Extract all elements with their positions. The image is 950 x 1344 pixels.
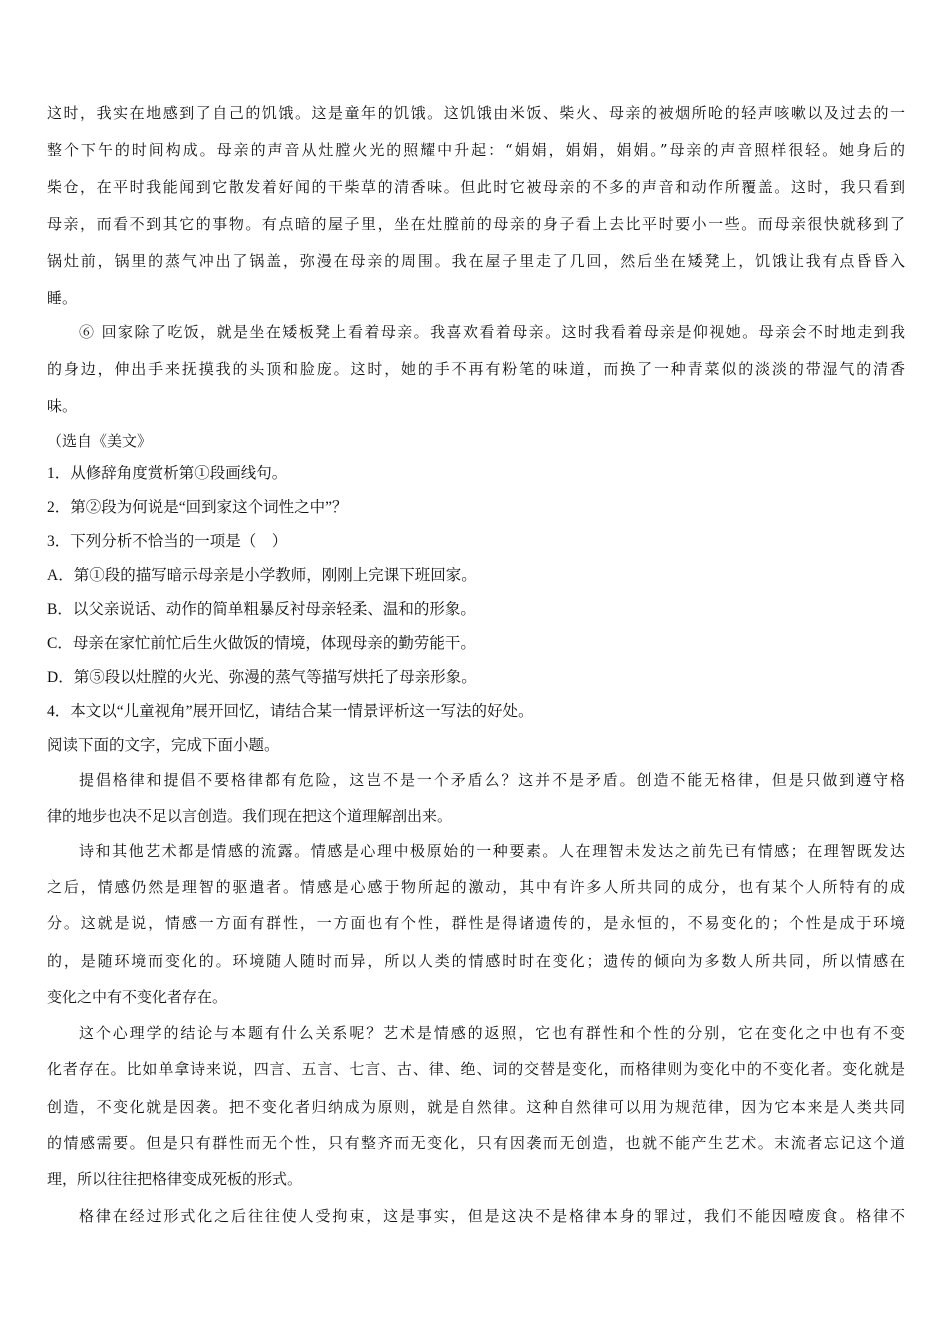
question-1: 1．从修辞角度赏析第①段画线句。 — [47, 465, 288, 482]
question-3: 3．下列分析不恰当的一项是（ ） — [47, 533, 288, 550]
passage1-para6-line: ⑥ 回家除了吃饭，就是坐在矮板凳上看着母亲。我喜欢看着母亲。这时我看着母亲是仰视她。母亲会不时地走到我 — [79, 323, 905, 341]
passage2-p2-line: 诗和其他艺术都是情感的流露。情感是心理中极原始的一种要素。人在理智未发达之前先已有情感；在理智既发达 — [79, 842, 905, 860]
passage2-p3-line: 的情感需要。但是只有群性而无个性，只有整齐而无变化，只有因袭而无创造，也就不能产生艺术。末流者忘记这个道 — [47, 1134, 905, 1152]
passage2-p1-line: 提倡格律和提倡不要格律都有危险，这岂不是一个矛盾么？这并不是矛盾。创造不能无格律，但是只做到遵守格 — [79, 771, 905, 789]
passage1-para5-line: 柴仓，在平时我能闻到它散发着好闻的干柴草的清香味。但此时它被母亲的不多的声音和动作所覆盖。这时，我只看到 — [47, 178, 905, 196]
passage1-para5-line: 睡。 — [47, 289, 78, 307]
passage2-p3-line: 理，所以往往把格律变成死板的形式。 — [47, 1170, 303, 1188]
passage1-para5-line: 这时，我实在地感到了自己的饥饿。这是童年的饥饿。这饥饿由米饭、柴火、母亲的被烟所呛的轻声咳嗽以及过去的一 — [47, 104, 905, 122]
passage2-p3-line: 这个心理学的结论与本题有什么关系呢？艺术是情感的返照，它也有群性和个性的分别，它在变化之中也有不变 — [79, 1024, 905, 1042]
passage2-p4-line: 格律在经过形式化之后往往使人受拘束，这是事实，但是这决不是格律本身的罪过，我们不能因噎废食。格律不 — [79, 1207, 905, 1225]
passage1-para6-line: 的身边，伸出手来抚摸我的头顶和脸庞。这时，她的手不再有粉笔的味道，而换了一种青菜似的淡淡的带湿气的清香 — [47, 360, 905, 378]
passage1-para6-line: 味。 — [47, 397, 78, 415]
passage1-para5-line: 整个下午的时间构成。母亲的声音从灶膛火光的照耀中升起：“娟娟，娟娟，娟娟。”母亲的声音照样很轻。她身后的 — [47, 141, 905, 159]
passage2-p2-line: 之后，情感仍然是理智的驱遣者。情感是心感于物所起的激动，其中有许多人所共同的成分，也有某个人所特有的成 — [47, 878, 905, 896]
passage2-p2-line: 分。这就是说，情感一方面有群性，一方面也有个性，群性是得诸遗传的，是永恒的，不易变化的；个性是成于环境 — [47, 914, 905, 932]
reading-instruction: 阅读下面的文字，完成下面小题。 — [47, 737, 280, 754]
passage2-p1-line: 律的地步也决不足以言创造。我们现在把这个道理解剖出来。 — [47, 807, 453, 825]
passage1-para5-line: 母亲，而看不到其它的事物。有点暗的屋子里，坐在灶膛前的母亲的身子看上去比平时要小一些。而母亲很快就移到了 — [47, 215, 905, 233]
passage2-p2-line: 的，是随环境而变化的。环境随人随时而异，所以人类的情感时时在变化；遗传的倾向为多数人所共同，所以情感在 — [47, 952, 905, 970]
option-d: D．第⑤段以灶膛的火光、弥漫的蒸气等描写烘托了母亲形象。 — [47, 669, 477, 686]
option-b: B．以父亲说话、动作的简单粗暴反衬母亲轻柔、温和的形象。 — [47, 601, 476, 618]
passage1-para5-line: 锅灶前，锅里的蒸气冲出了锅盖，弥漫在母亲的周围。我在屋子里走了几回，然后坐在矮凳上，饥饿让我有点昏昏入 — [47, 252, 905, 270]
source-note: （选自《美文》 — [47, 432, 153, 450]
option-c: C．母亲在家忙前忙后生火做饭的情境，体现母亲的勤劳能干。 — [47, 635, 476, 652]
question-4: 4．本文以“儿童视角”展开回忆，请结合某一情景评析这一写法的好处。 — [47, 703, 534, 720]
question-2: 2．第②段为何说是“回到家这个词性之中”？ — [47, 499, 348, 516]
passage2-p3-line: 化者存在。比如单拿诗来说，四言、五言、七言、古、律、绝、词的交替是变化，而格律则为变化中的不变化者。变化就是 — [47, 1060, 905, 1078]
option-a: A．第①段的描写暗示母亲是小学教师，刚刚上完课下班回家。 — [47, 567, 477, 584]
passage2-p3-line: 创造，不变化就是因袭。把不变化者归纳成为原则，就是自然律。这种自然律可以用为规范律，因为它本来是人类共同 — [47, 1098, 905, 1116]
passage2-p2-line: 变化之中有不变化者存在。 — [47, 988, 228, 1006]
